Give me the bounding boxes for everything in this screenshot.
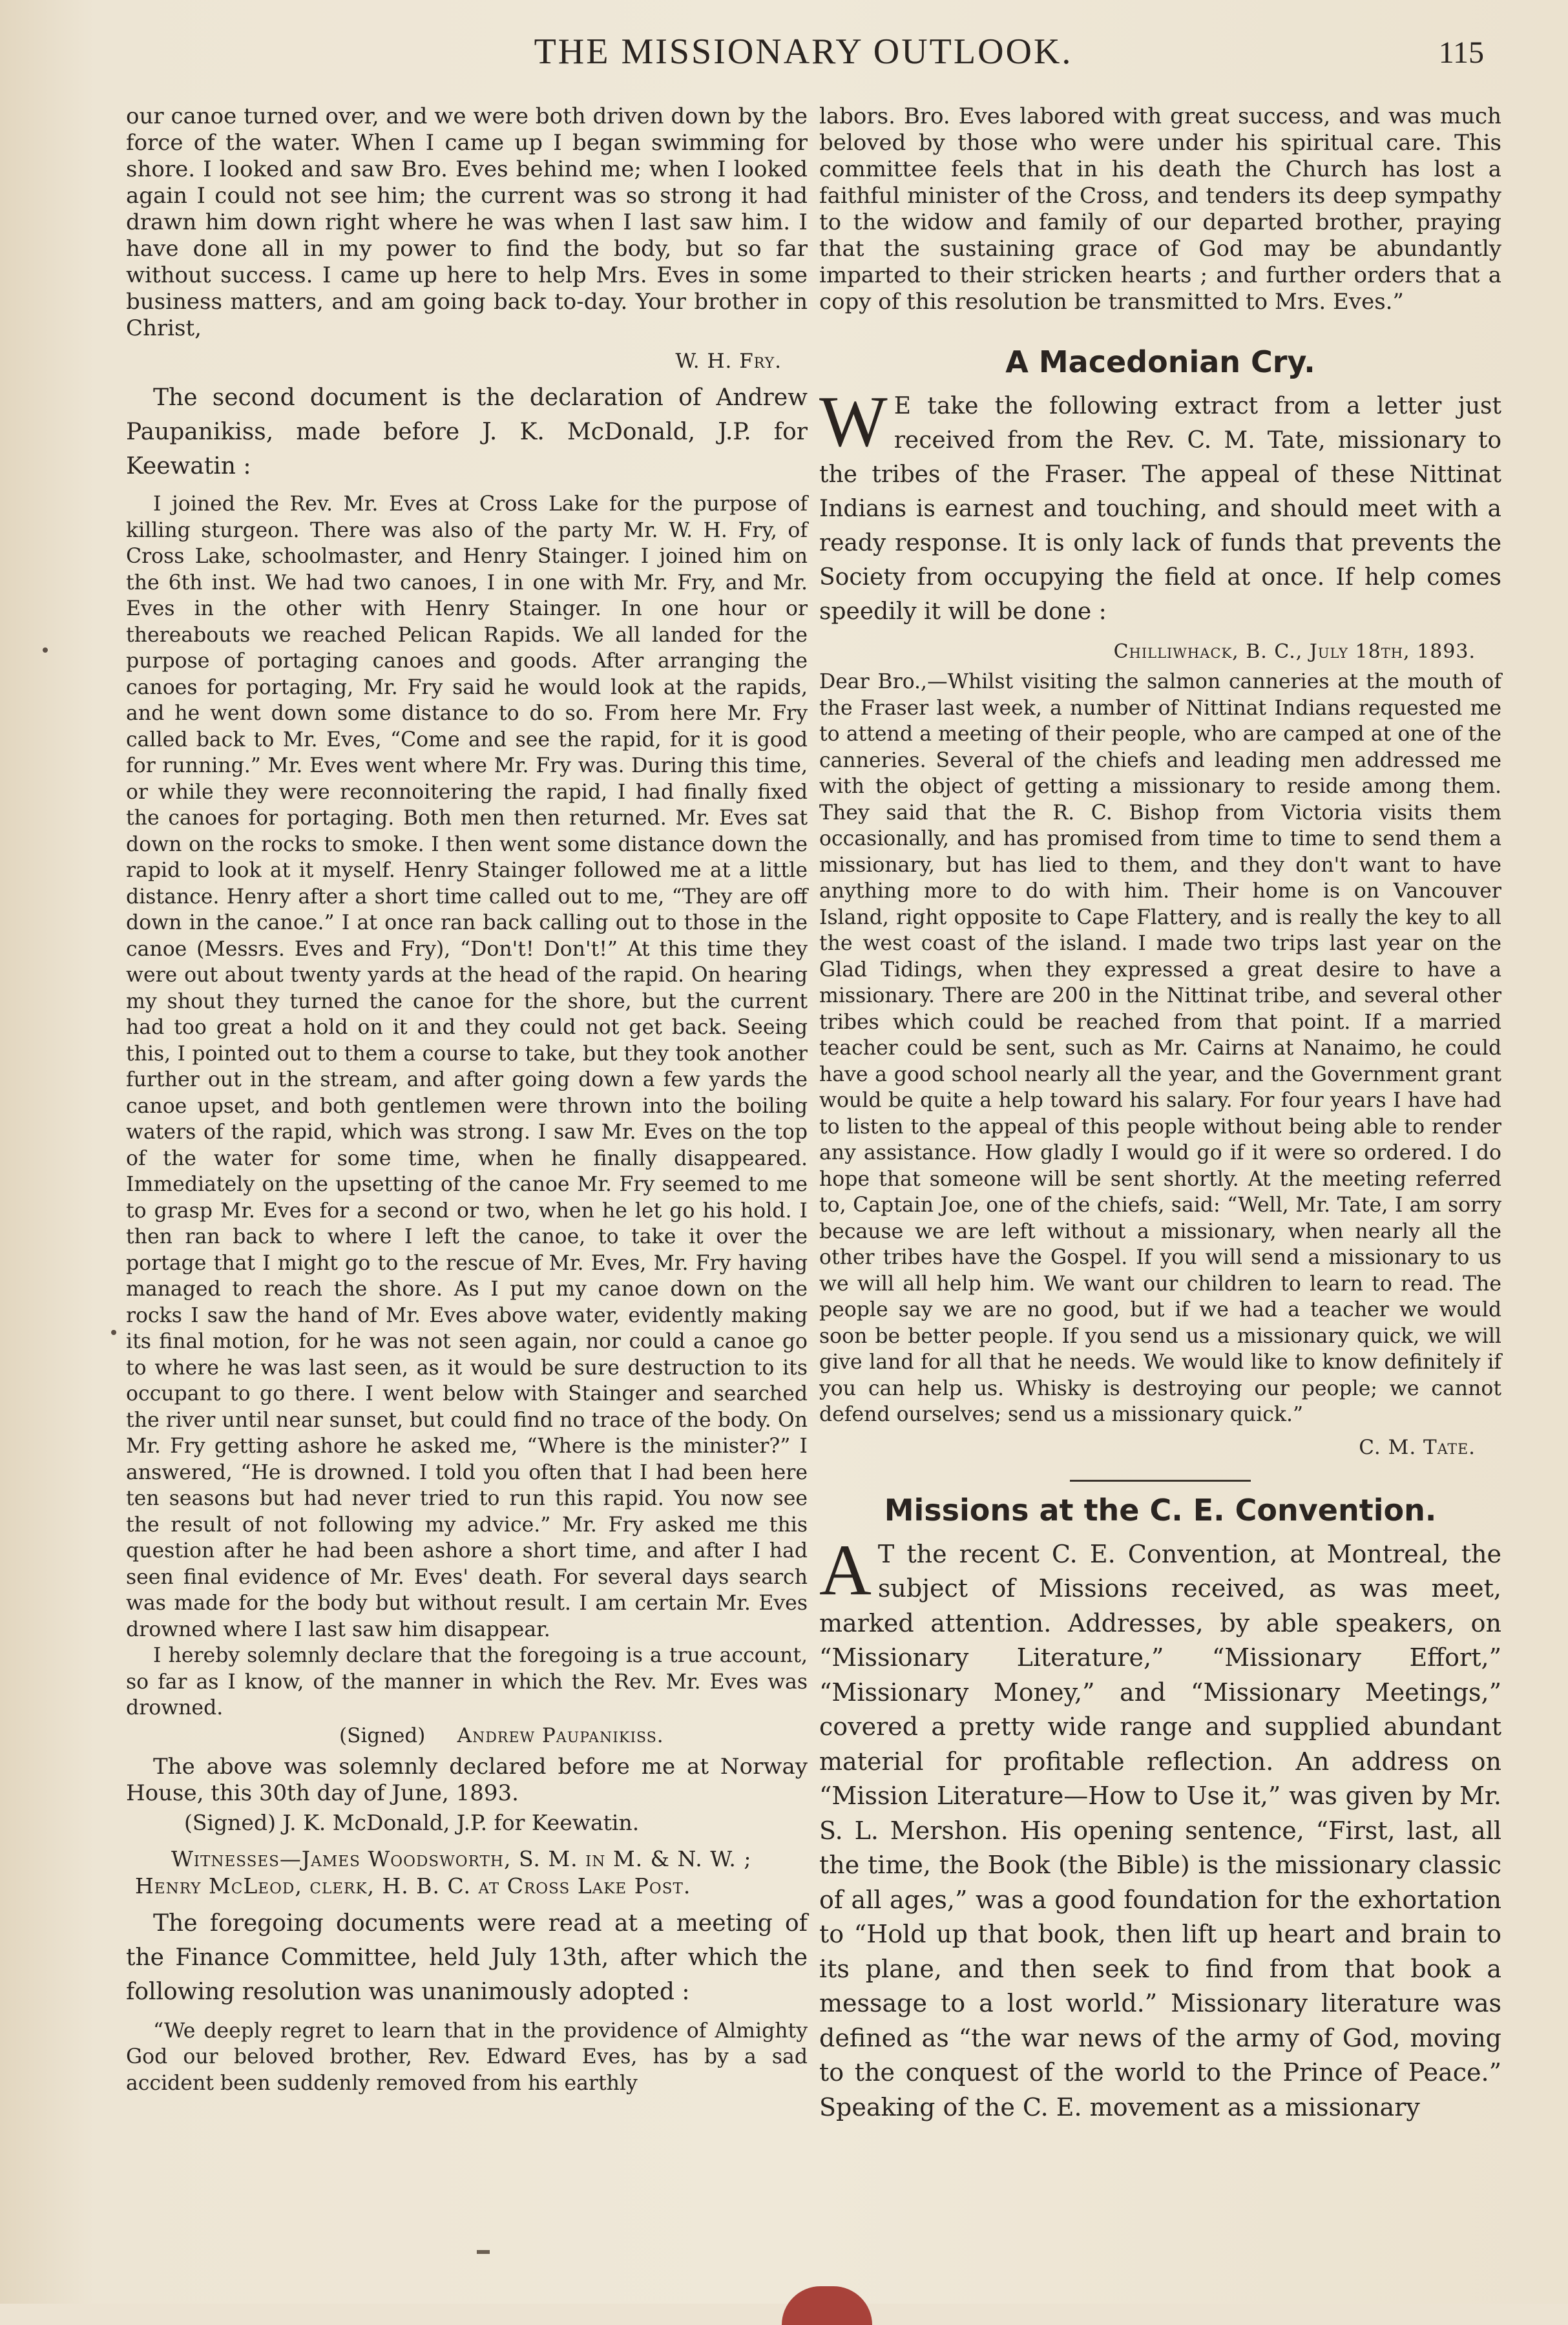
journal-title: THE MISSIONARY OUTLOOK. xyxy=(534,32,1073,72)
drop-cap: W xyxy=(819,382,888,462)
margin-mark xyxy=(111,1330,116,1335)
margin-mark xyxy=(43,647,48,653)
committee-intro: The foregoing documents were read at a meeting of the Finance Committee, held July 13th, after which the following resolution was unanimously adopted : xyxy=(126,1909,808,2005)
signature-fry: W. H. Fry. xyxy=(675,350,782,373)
resolution-end: labors. Bro. Eves labored with great success, and was much beloved by those who were under his spiritual care. This committee feels that in his death the Church has lost a faithful minister of the Cross, and tenders its deep sympathy to the widow and family of our departed brother, praying that the sustaining grace of God may be abundantly imparted to their stricken hearts ; and further orders that a copy of this resolution be transmitted to Mrs. Eves.” xyxy=(819,103,1501,315)
macedonian-intro xyxy=(819,382,1501,629)
section-divider xyxy=(1070,1480,1251,1482)
macedonian-intro-text: E take the following extract from a letter just received from the Rev. C. M. Tate, missionary to the tribes of the Fraser. The appeal of these Nittinat Indians is earnest and touching, and should meet with a ready response. It is only lack of funds that prevents the Society from occupying the field at once. If help comes speedily it will be done : xyxy=(819,393,1501,625)
declaration-attestation: The above was solemnly declared before me at Norway House, this 30th day of June, 1893. xyxy=(126,1753,808,1806)
witnesses-line-1: Witnesses—James Woodsworth, S. M. in M. & N. W. ; xyxy=(171,1846,752,1871)
right-column xyxy=(819,103,1501,2125)
declaration-oath: I hereby solemnly declare that the foregoing is a true account, so far as I know, of the manner in which the Rev. Mr. Eves was drowned. xyxy=(126,1644,808,1720)
letter-continuation: our canoe turned over, and we were both driven down by the force of the water. When I came up I began swimming for shore. I looked and saw Bro. Eves behind me; when I looked again I could not see him; the current was so strong it had drawn him down right where he was when I last saw him. I have done all in my power to find the body, but so far without success. I came up here to help Mrs. Eves in some business matters, and am going back to-day. Your brother in Christ, xyxy=(126,103,808,341)
letter-dateline: Chilliwhack, B. C., July 18th, 1893. xyxy=(1113,640,1476,663)
ce-convention-body: T the recent C. E. Convention, at Montreal, the subject of Missions received, as was meet, marked attention. Addresses, by able speakers, on “Missionary Literature,” “Missionary Effort,” “Missionary Money,” and “Missionary Meetings,” covered a pretty wide range and supplied abundant material for profitable reflection. An address on “Mission Literature—How to Use it,” was given by Mr. S. L. Mershon. His opening sentence, “First, last, all the time, the Book (the Bible) is the missionary classic of all ages,” was a good foundation for the exhortation to “Hold up that book, then lift up heart and brain to its plane, and then seek to find from that book a message to a lost world.” Missionary literature was defined as “the war news of the army of God, moving to the conquest of the world to the Prince of Peace.” Speaking of the C. E. movement as a missionary xyxy=(819,1539,1501,2121)
signature-mcdonald: (Signed) J. K. McDonald, J.P. for Keewatin. xyxy=(184,1809,640,1835)
signer-name: Andrew Paupanikiss. xyxy=(457,1723,664,1747)
left-column xyxy=(126,103,808,2096)
footer-mark xyxy=(477,2250,490,2254)
tate-letter: Dear Bro.,—Whilst visiting the salmon canneries at the mouth of the Fraser last week, a number of Nittinat Indians requested me to attend a meeting of their people, who are camped at one of the canneries. Several of the chiefs and leading men addressed me with the object of getting a missionary to reside among them. They said that the R. C. Bishop from Victoria visits them occasionally, and has promised from time to time to send them a missionary, but has lied to them, and they don't want to have anything more to do with him. Their home is on Vancouver Island, right opposite to Cape Flattery, and is really the key to all the west coast of the island. I made two trips last year on the Glad Tidings, when they expressed a great desire to have a missionary. There are 200 in the Nittinat tribe, and several other tribes which could be reached from that point. If a married teacher could be sent, such as Mr. Cairns at Nanaimo, he could have a good school nearly all the year, and the Government grant would be quite a help toward his salary. For four years I have had to listen to the appeal of this people without being able to render any assistance. How gladly I would go if it were so ordered. I do hope that someone will be sent shortly. At the meeting referred to, Captain Joe, one of the chiefs, said: “Well, Mr. Tate, I am sorry because we are left without a missionary, when nearly all the other tribes have the Gospel. If you will send a missionary to us we will all help him. We want our children to learn to read. The people say we are no good, but if we had a teacher we would soon be better people. If you send us a missionary quick, we will give land for all that he needs. We would like to know definitely if you can help us. Whisky is destroying our people; we cannot defend ourselves; send us a missionary quick.” xyxy=(819,670,1501,1426)
page-number: 115 xyxy=(1438,36,1484,70)
declaration-body: I joined the Rev. Mr. Eves at Cross Lake for the purpose of killing sturgeon. There was also of the party Mr. W. H. Fry, of Cross Lake, schoolmaster, and Henry Stainger. I joined him on the 6th inst. We had two canoes, I in one with Mr. Fry, and Mr. Eves in the other with Henry Stainger. In one hour or thereabouts we reached Pelican Rapids. We all landed for the purpose of portaging canoes and goods. After arranging the canoes for portaging, Mr. Fry said he would look at the rapids, and he went down some distance to do so. From here Mr. Fry called back to Mr. Eves, “Come and see the rapid, for it is good for running.” Mr. Eves went where Mr. Fry was. During this time, or while they were reconnoitering the rapid, I had finally fixed the canoes for portaging. Both men then returned. Mr. Eves sat down on the rocks to smoke. I then went some distance down the rapid to look at it myself. Henry Stainger followed me at a little distance. Henry after a short time called out to me, “They are off down in the canoe.” I at once ran back calling out to those in the canoe (Messrs. Eves and Fry), “Don't! Don't!” At this time they were out about twenty yards at the head of the rapid. On hearing my shout they turned the canoe for the shore, but the current had too great a hold on it and they could not get back. Seeing this, I pointed out to them a course to take, but they took another further out in the stream, and after going down a few yards the canoe upset, and both gentlemen were thrown into the boiling waters of the rapid, which was strong. I saw Mr. Eves on the top of the water for some time, when he finally disappeared. Immediately on the upsetting of the canoe Mr. Fry seemed to me to grasp Mr. Eves for a second or two, when he let go his hold. I then ran back to where I left the canoe, to take it over the portage that I might go to the rescue of Mr. Eves, Mr. Fry having managed to reach the shore. As I put my canoe down on the rocks I saw the hand of Mr. Eves above water, evidently making its final motion, for he was not seen again, nor could a canoe go to where he was last seen, as it would be sure destruction to its occupant to go there. I went below with Stainger and searched the river until near sunset, but could find no trace of the body. On Mr. Fry getting ashore he asked me, “Where is the minister?” I answered, “He is drowned. I told you often that I had been here ten seasons but had never tried to run this rapid. You now see the result of not following my advice.” Mr. Fry asked me this question after he had been ashore a short time, and after I had seen final evidence of Mr. Eves' death. For several days search was made for the body but without result. I am certain Mr. Eves drowned where I last saw him disappear. xyxy=(126,492,808,1641)
heading-ce-convention: Missions at the C. E. Convention. xyxy=(884,1492,1437,1528)
witnesses-line-2: Henry McLeod, clerk, H. B. C. at Cross Lake Post. xyxy=(135,1873,691,1899)
drop-cap: A xyxy=(819,1530,872,1610)
ce-convention-text xyxy=(819,1530,1501,2125)
resolution-start: “We deeply regret to learn that in the providence of Almighty God our beloved brother, Rev. Edward Eves, has by a sad accident been suddenly removed from his earthly xyxy=(126,2019,808,2095)
signature-tate: C. M. Tate. xyxy=(1359,1435,1476,1459)
running-header xyxy=(123,31,1484,76)
heading-macedonian-cry: A Macedonian Cry. xyxy=(1005,344,1315,379)
signed-label: (Signed) xyxy=(339,1723,426,1747)
page-tab xyxy=(782,2286,872,2325)
document-intro: The second document is the declaration of Andrew Paupanikiss, made before J. K. McDonald, J.P. for Keewatin : xyxy=(126,384,808,479)
signature-paupanikiss xyxy=(126,1721,808,1750)
